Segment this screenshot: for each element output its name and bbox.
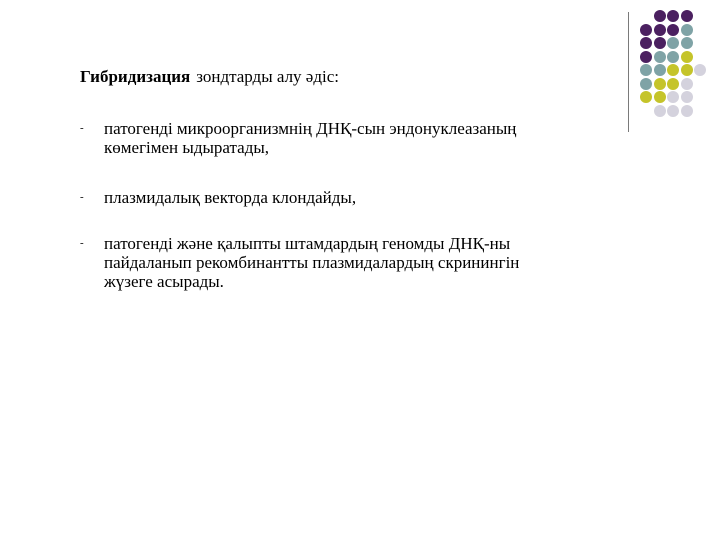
bullet-item [80,234,640,291]
slide-content [80,67,640,291]
decoration-dot [694,64,706,76]
bullet-marker: - [80,191,84,203]
decoration-dot [681,64,693,76]
decoration-dot [654,78,666,90]
decoration-dot [640,91,652,103]
bullet-text-line: патогенді микроорганизмнің ДНҚ-сын эндонуклеазаның [104,119,517,138]
heading-description: зондтарды алу әдіс: [196,67,339,86]
decoration-dot [681,10,693,22]
decoration-dot [681,105,693,117]
decoration-dot [667,37,679,49]
decoration-dot [667,51,679,63]
decoration-dot [654,91,666,103]
bullet-item [80,188,640,207]
decoration-dot [667,24,679,36]
decoration-dot [681,78,693,90]
decoration-dot [640,24,652,36]
decoration-dot [640,78,652,90]
decoration-dot [667,64,679,76]
bullet-text-line: патогенді және қалыпты штамдардың геномды ДНҚ-ны [104,234,511,253]
decoration-dot [667,91,679,103]
decoration-dot [654,24,666,36]
bullet-text-line: жүзеге асырады. [104,272,224,291]
bullet-item [80,119,640,157]
decoration-dot [640,51,652,63]
decoration-dot [681,24,693,36]
decoration-dot [681,91,693,103]
decoration-dot [654,64,666,76]
bullet-text-line: пайдаланып рекомбинантты плазмидалардың скринингін [104,253,520,272]
decoration-dot [640,37,652,49]
slide-heading [80,67,640,87]
bullet-marker: - [80,122,84,134]
bullet-text-line: плазмидалық векторда клондайды, [104,188,357,207]
decoration-dot [681,37,693,49]
decoration-dot [667,78,679,90]
bullet-marker: - [80,237,84,249]
dot-grid-decoration [640,10,720,120]
bullet-text-line: көмегімен ыдыратады, [104,138,270,157]
decoration-dot [667,10,679,22]
decoration-dot [681,51,693,63]
decoration-dot [640,64,652,76]
decoration-dot [667,105,679,117]
decoration-dot [654,10,666,22]
decoration-dot [654,51,666,63]
heading-term: Гибридизация [80,67,191,86]
decoration-dot [654,105,666,117]
decoration-dot [654,37,666,49]
